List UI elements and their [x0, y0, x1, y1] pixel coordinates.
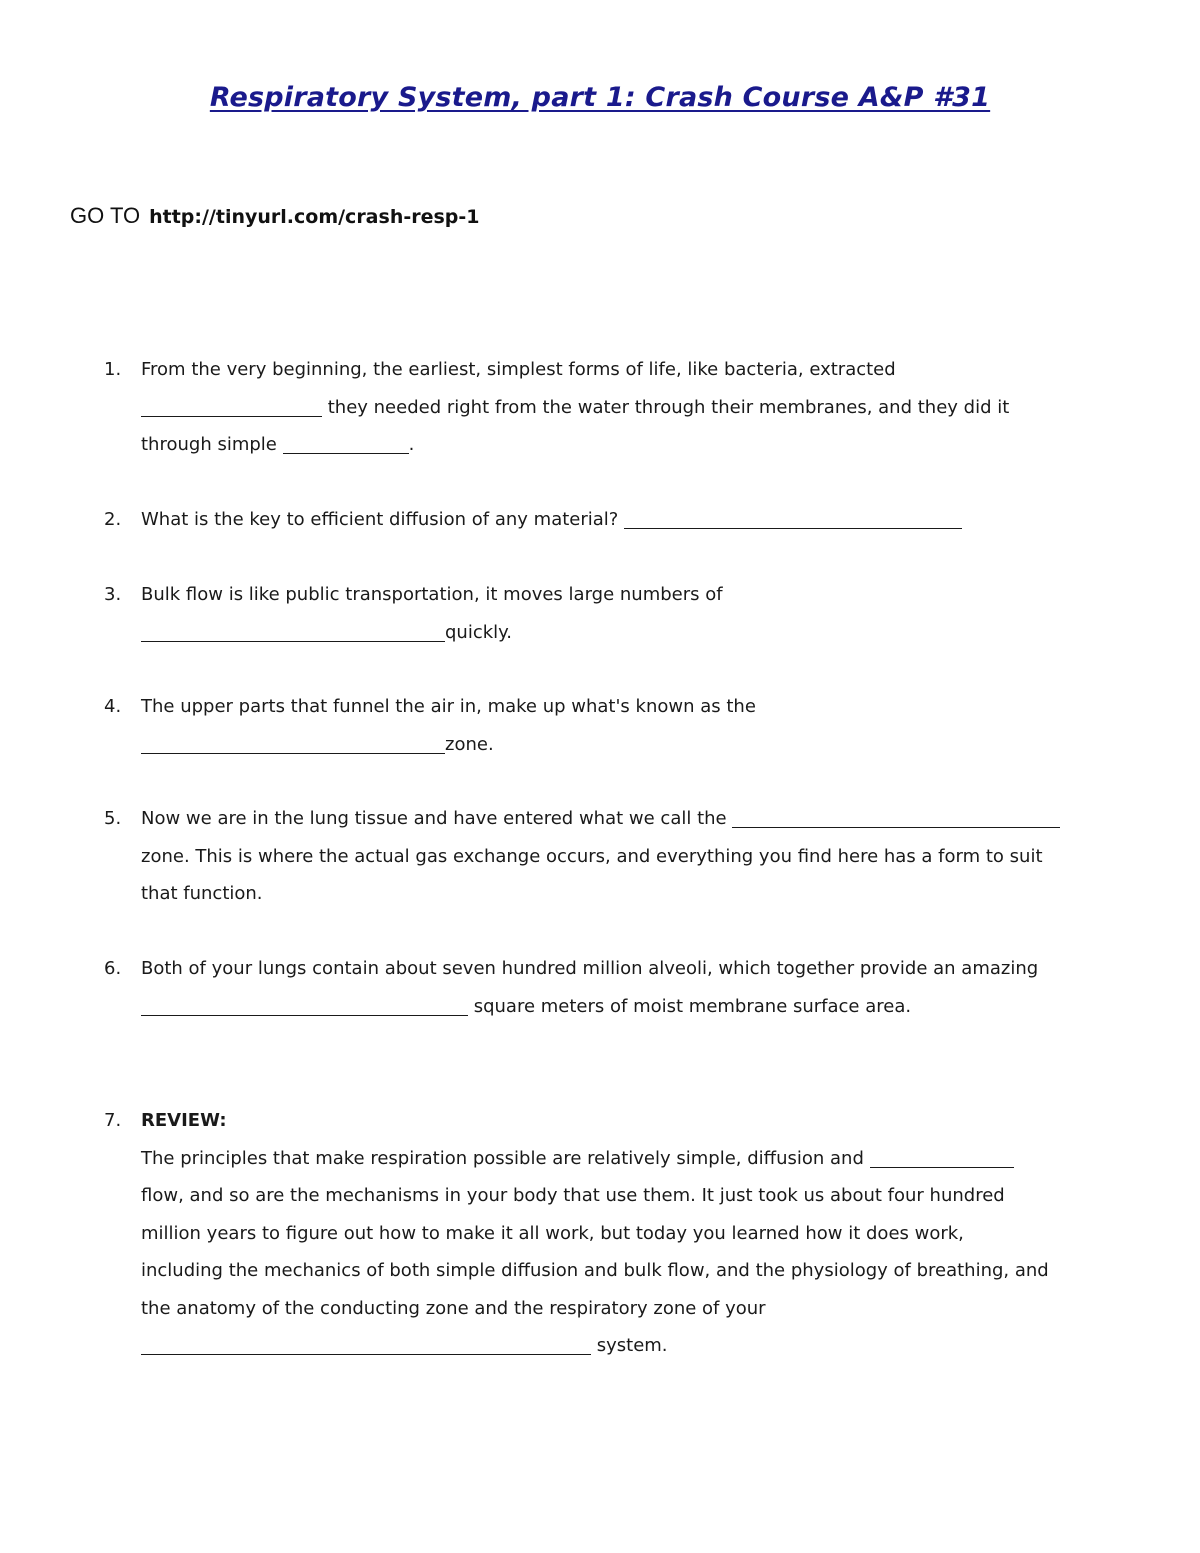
answer-blank[interactable] [141, 1332, 591, 1355]
question-text-line [141, 988, 911, 1026]
question-text: . [408, 434, 415, 455]
question-text: they needed right from the water through their membranes, and they did it [322, 396, 1010, 418]
question-text-line [141, 1327, 668, 1365]
answer-blank[interactable] [732, 805, 1060, 828]
question-text-line [141, 501, 962, 539]
question-text: that function. [141, 883, 263, 904]
question-text: Bulk flow is like public transportation, it moves large numbers of [141, 584, 723, 605]
question-text: square meters of moist membrane surface area. [468, 995, 912, 1017]
question-text: Now we are in the lung tissue and have entered what we call the [141, 808, 733, 829]
answer-blank[interactable] [141, 619, 445, 642]
question-number: 5. [104, 808, 122, 829]
question-text-line [141, 614, 512, 652]
question-text: What is the key to efficient diffusion of any material? [141, 509, 625, 530]
question-text-line [141, 726, 494, 764]
goto-link[interactable]: http://tinyurl.com/crash-resp-1 [149, 206, 480, 228]
question-text-line [141, 800, 1060, 838]
question-text: the anatomy of the conducting zone and the respiratory zone of your [141, 1297, 766, 1319]
question-number: 6. [104, 958, 122, 979]
review-heading: REVIEW: [141, 1110, 227, 1131]
question-text: From the very beginning, the earliest, simplest forms of life, like bacteria, extracted [141, 359, 896, 380]
question-text-line [141, 426, 414, 464]
question-text: Both of your lungs contain about seven hundred million alveoli, which together provide an amazing [141, 958, 1039, 979]
answer-blank[interactable] [624, 506, 962, 529]
answer-blank[interactable] [141, 394, 322, 417]
question-text: through simple [141, 434, 283, 455]
question-number: 7. [104, 1110, 122, 1131]
answer-blank[interactable] [141, 731, 445, 754]
answer-blank[interactable] [141, 993, 468, 1016]
answer-blank[interactable] [870, 1145, 1014, 1168]
question-text: million years to figure out how to make it all work, but today you learned how it does work, [141, 1222, 964, 1244]
question-text-line [141, 389, 1009, 427]
question-text-line [141, 1140, 1014, 1178]
page-title: Respiratory System, part 1: Crash Course A&P #31 [209, 82, 991, 113]
question-text: flow, and so are the mechanisms in your body that use them. It just took us about four hundred [141, 1185, 1005, 1206]
question-text: system. [591, 1335, 668, 1356]
question-number: 4. [104, 696, 122, 717]
question-text: including the mechanics of both simple diffusion and bulk flow, and the physiology of breathing, and [141, 1260, 1049, 1281]
question-text: The upper parts that funnel the air in, make up what's known as the [141, 696, 756, 717]
question-text: zone. [445, 733, 494, 755]
goto-label: GO TO [70, 203, 141, 228]
question-text: The principles that make respiration possible are relatively simple, diffusion and [141, 1147, 870, 1169]
answer-blank[interactable] [283, 431, 409, 454]
question-number: 3. [104, 584, 122, 605]
question-number: 1. [104, 359, 122, 380]
question-number: 2. [104, 509, 122, 530]
question-text: quickly. [445, 621, 512, 643]
question-text: zone. This is where the actual gas exchange occurs, and everything you find here has a form to suit [141, 845, 1043, 867]
goto-line [70, 203, 480, 229]
